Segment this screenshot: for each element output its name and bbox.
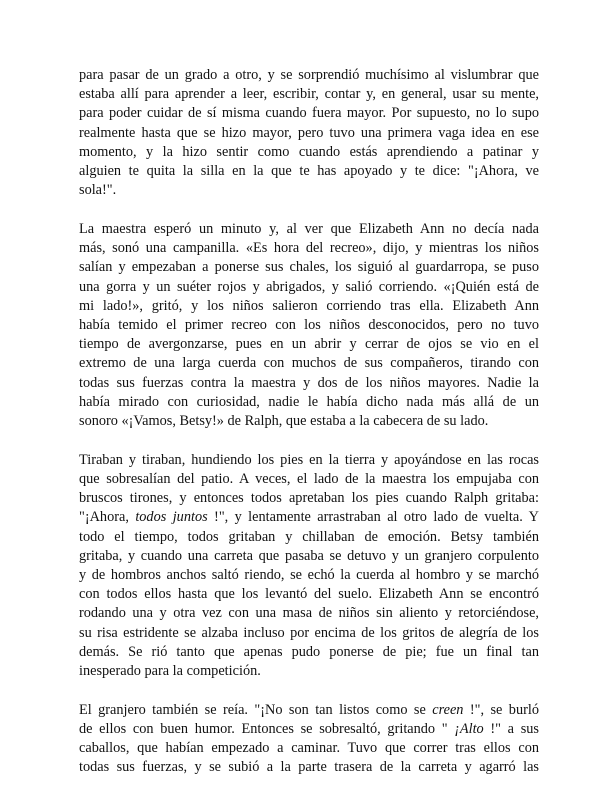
text-line: sola!".	[79, 182, 117, 199]
text-line: estaba allí para aprender a leer, escribir, contar y, en general, usar su mente,	[79, 86, 539, 103]
text-line: su risa estridente se alzaba incluso por encima de los gritos de alegría de los	[79, 624, 539, 641]
body-text	[79, 66, 539, 797]
text-line: con todos ellos hasta que los levantó del suelo. Elizabeth Ann se encontró	[79, 586, 539, 603]
text-line: para pasar de un grado a otro, y se sorprendió muchísimo al vislumbrar que	[79, 67, 539, 83]
text-line: y de hombros anchos saltó riendo, se echó la cuerda al hombro y se marchó	[79, 567, 539, 584]
text-line: que sobresalían del patio. A veces, el lado de la maestra los empujaba con	[79, 471, 539, 488]
text-line: realmente hasta que se hizo mayor, pero tuvo una primera vaga idea en ese	[79, 124, 539, 141]
text-run: !" a sus	[483, 721, 539, 738]
italic-run: creen	[432, 701, 464, 718]
paragraph-1	[79, 66, 539, 200]
text-line: había temido el primer recreo con los niños desconocidos, pero no tuvo	[79, 317, 539, 334]
text-line-with-italic	[79, 701, 539, 720]
text-line: una gorra y un suéter rojos y abrigados, y salió corriendo. «¡Quién está de	[79, 278, 539, 295]
italic-run: ¡Alto	[454, 721, 484, 738]
text-line: extremo de una larga cuerda con muchos de sus compañeros, tirando con	[79, 355, 539, 372]
text-line: rodando una y otra vez con una masa de niños sin aliento y retorciéndose,	[79, 605, 539, 622]
text-run: !", se burló	[463, 701, 539, 718]
text-line: mi lado!», gritó, y los niños salieron corriendo tras ella. Elizabeth Ann	[79, 297, 539, 314]
text-line: demás. Se rió tanto que apenas pudo ponerse de pie; fue un final tan	[79, 643, 539, 660]
text-line: todas sus fuerzas, y se subió a la parte trasera de la carreta y agarró las	[79, 759, 539, 776]
text-line: todas sus fuerzas contra la maestra y dos de los niños mayores. Nadie la	[79, 374, 539, 391]
text-line: salían y empezaban a ponerse sus chales, los siguió al guardarropa, se puso	[79, 259, 539, 276]
text-line: más, sonó una campanilla. «Es hora del recreo», dijo, y mientras los niños	[79, 240, 539, 257]
text-line: gritaba, y cuando una carreta que pasaba se detuvo y un granjero corpulento	[79, 547, 539, 564]
text-line: caballos, que habían empezado a caminar. Tuvo que correr tras ellos con	[79, 740, 539, 757]
text-line: momento, y la hizo sentir como cuando estás aprendiendo a patinar y	[79, 143, 539, 160]
text-line: alguien te quita la silla en la que te has apoyado y te dice: "¡Ahora, ve	[79, 163, 539, 180]
italic-run: todos juntos	[135, 509, 208, 526]
text-line: tiempo de avergonzarse, pues en un abrir y cerrar de ojos se vio en el	[79, 336, 539, 353]
paragraph-4	[79, 701, 539, 778]
text-line: había mirado con curiosidad, nadie le había dicho nada más allá de un	[79, 393, 539, 410]
text-line: Tiraban y tiraban, hundiendo los pies en la tierra y apoyándose en las rocas	[79, 451, 539, 468]
text-line: sonoro «¡Vamos, Betsy!» de Ralph, que estaba a la cabecera de su lado.	[79, 413, 489, 430]
text-run: !", y lentamente arrastraban al otro lado de vuelta. Y	[207, 509, 539, 526]
text-run: "¡Ahora,	[79, 509, 136, 526]
text-line-with-italic	[79, 720, 539, 739]
text-line: La maestra esperó un minuto y, al ver que Elizabeth Ann no decía nada	[79, 221, 539, 238]
paragraph-3	[79, 451, 539, 681]
text-line: para poder cuidar de sí misma cuando fuera mayor. Por supuesto, no lo supo	[79, 105, 539, 122]
text-run: El granjero también se reía. "¡No son tan listos como se	[79, 701, 433, 718]
paragraph-2	[79, 220, 539, 431]
text-line: todo el tiempo, todos gritaban y chillaban de emoción. Betsy también	[79, 528, 539, 545]
text-run: de ellos con buen humor. Entonces se sobresaltó, gritando "	[79, 721, 455, 738]
text-line-with-italic	[79, 508, 539, 527]
text-line: inesperado para la competición.	[79, 663, 261, 680]
text-line: bruscos tirones, y entonces todos apretaban los pies cuando Ralph gritaba:	[79, 490, 539, 507]
